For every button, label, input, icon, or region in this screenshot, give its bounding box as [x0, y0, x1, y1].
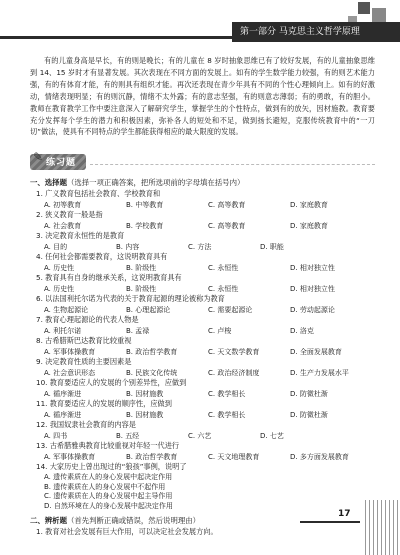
- option: C. 教学相长: [208, 410, 246, 419]
- option: D. 自然环境在人的身心发展中起决定作用: [44, 502, 173, 511]
- question-14: [30, 462, 375, 512]
- section-analysis-title: 二、辨析题（首先判断正确或错误，然后说明理由）: [30, 516, 201, 526]
- option: D. 相对独立性: [290, 284, 335, 293]
- question-5: [30, 273, 375, 294]
- question-12: [30, 420, 375, 441]
- page-number: 17: [338, 509, 351, 519]
- question-6: [30, 294, 375, 315]
- question-text: 8. 古希腊斯巴达教育比较重视: [36, 336, 132, 346]
- option: D. 职能: [260, 242, 284, 251]
- option-list: [44, 473, 375, 512]
- option: C. 高等教育: [208, 221, 246, 230]
- option: C. 六艺: [188, 431, 212, 440]
- option: B. 心理起源论: [126, 305, 171, 314]
- banner-divider: [90, 164, 375, 165]
- question-2: [30, 210, 375, 231]
- question-1: [30, 189, 375, 210]
- option: B. 孟禄: [126, 326, 150, 335]
- option-row: [44, 305, 375, 316]
- option: B. 阶级性: [126, 263, 157, 272]
- option: C. 政治经济制度: [208, 368, 260, 377]
- question-text: 11. 教育要适应人的发展的顺序性，应做到: [36, 399, 172, 409]
- option: B. 政治哲学教育: [126, 452, 178, 461]
- option: C. 方法: [188, 242, 212, 251]
- option: B. 内容: [116, 242, 140, 251]
- question-text: 9. 决定教育性质的主要因素是: [36, 357, 132, 367]
- option: C. 永恒性: [208, 263, 239, 272]
- option: D. 劳动起源论: [290, 305, 335, 314]
- option-row: [44, 368, 375, 379]
- option-row: [44, 389, 375, 400]
- option-row: [44, 242, 375, 253]
- option: D. 生产力发展水平: [290, 368, 349, 377]
- option: D. 家庭教育: [290, 200, 328, 209]
- question-7: [30, 315, 375, 336]
- question-9: [30, 357, 375, 378]
- option: C. 遗传素质在人的身心发展中起主导作用: [44, 492, 173, 501]
- question-text: 13. 古希腊雅典教育比较重视对年轻一代进行: [36, 441, 180, 451]
- option: A. 生物起源论: [44, 305, 89, 314]
- option: A. 初等教育: [44, 200, 82, 209]
- pencil-icon: ✎: [33, 150, 44, 165]
- page-content: [30, 55, 375, 538]
- banner-label: 练习题: [46, 158, 77, 169]
- option: A. 遗传素质在人的身心发展中起决定作用: [44, 472, 173, 481]
- option: D. 相对独立性: [290, 263, 335, 272]
- option: C. 教学相长: [208, 389, 246, 398]
- question-text: 14. 大家历史上曾出现过的“狼孩”事例，说明了: [36, 462, 187, 472]
- option: B. 遗传素质在人的身心发展中不起作用: [44, 482, 166, 491]
- option: C. 需要起源论: [208, 305, 253, 314]
- choice-question-list: [30, 189, 375, 462]
- option: A. 目的: [44, 242, 68, 251]
- option: A. 历史性: [44, 263, 75, 272]
- question-text: 6. 以法国利托尔诺为代表的关于教育起源的理论被称为教育: [36, 294, 225, 304]
- option-row: [44, 326, 375, 337]
- question-text: 3. 决定教育永恒性的是教育: [36, 231, 125, 241]
- question-4: [30, 252, 375, 273]
- option: B. 学校教育: [126, 221, 164, 230]
- option: D. 防微杜渐: [290, 389, 328, 398]
- option-row: [44, 452, 375, 463]
- option: A. 四书: [44, 431, 68, 440]
- option: B. 民族文化传统: [126, 368, 178, 377]
- option-row: [44, 284, 375, 295]
- question-text: 4. 任何社会都需要教育，这说明教育具有: [36, 252, 168, 262]
- option-row: [44, 431, 375, 442]
- option-row: [44, 263, 375, 274]
- question-text: 1. 广义教育包括社会教育、学校教育和: [36, 189, 161, 199]
- option-row: [44, 347, 375, 358]
- analysis-question: 1. 教育对社会发展有巨大作用，可以决定社会发展方向。: [36, 527, 218, 537]
- question-text: 10. 教育要适应人的发展的个别差异性，应做到: [36, 378, 187, 388]
- question-10: [30, 378, 375, 399]
- section-choice-title: 一、选择题（选择一项正确答案，把所选项前的字母填在括号内）: [30, 178, 245, 188]
- question-text: 2. 狭义教育一般是指: [36, 210, 103, 220]
- option: C. 永恒性: [208, 284, 239, 293]
- option: D. 洛克: [290, 326, 314, 335]
- option-row: [44, 221, 375, 232]
- option: B. 中等教育: [126, 200, 164, 209]
- option: A. 社会意识形态: [44, 368, 96, 377]
- option-row: [44, 200, 375, 211]
- option: D. 家庭教育: [290, 221, 328, 230]
- option: A. 军事体操教育: [44, 452, 96, 461]
- footer-decoration: [365, 500, 400, 555]
- option: A. 循序渐进: [44, 389, 82, 398]
- option: B. 因材施教: [126, 410, 164, 419]
- option-row: [44, 410, 375, 421]
- option: D. 防微杜渐: [290, 410, 328, 419]
- option: C. 高等教育: [208, 200, 246, 209]
- option: D. 七艺: [260, 431, 284, 440]
- question-text: 5. 教育具有自身的继承关系，这说明教育具有: [36, 273, 182, 283]
- question-13: [30, 441, 375, 462]
- question-text: 7. 教育心理起源论的代表人物是: [36, 315, 139, 325]
- option: A. 社会教育: [44, 221, 82, 230]
- option: A. 循序渐进: [44, 410, 82, 419]
- question-3: [30, 231, 375, 252]
- option: B. 政治哲学教育: [126, 347, 178, 356]
- question-11: [30, 399, 375, 420]
- option: A. 军事体操教育: [44, 347, 96, 356]
- intro-paragraph: [30, 55, 375, 138]
- exercise-banner: [30, 150, 375, 174]
- option: A. 利托尔诺: [44, 326, 82, 335]
- running-header: 第一部分 马克思主义哲学原理: [232, 22, 400, 42]
- option: C. 卢梭: [208, 326, 232, 335]
- option: B. 因材施教: [126, 389, 164, 398]
- option: D. 全面发展教育: [290, 347, 342, 356]
- intro-text: 有的儿童身高是早长，有的则是晚长；有的儿童在 8 岁时抽象思维已有了较好发展，有的儿童抽象思维到 14、15 岁时才有显著发展。其次表现在不同方面的发展上。如有的学生数学能力较强，有的则艺术能力强，有的有体育才能，有的则具有组织才能。再次还表现在青少年具有不同的个性心理倾向上。如有的好激动，情绪表现明显；有的则沉静，情绪不太外露；有的意志坚强，有的则意志薄弱；有的勇敢，有的胆小。教师在教育教学工作中要注意深入了解研究学生，掌握学生的个性特点，做到有的放矢，因材施教。教育要充分发挥每个学生的潜力和积极因素，弥补各人的短处和不足，做到扬长避短，克服传统教育中的“一刀切”做法，使具有不同特点的学生都能获得相应的最大限度的发展。: [30, 56, 375, 137]
- question-text: 12. 我国奴隶社会教育的内容是: [36, 420, 136, 430]
- option: D. 多方面发展教育: [290, 452, 349, 461]
- option: C. 天文地理教育: [208, 452, 260, 461]
- option: A. 历史性: [44, 284, 75, 293]
- question-8: [30, 336, 375, 357]
- option: B. 五经: [116, 431, 140, 440]
- option: B. 阶级性: [126, 284, 157, 293]
- option: C. 天文数学教育: [208, 347, 260, 356]
- footer-rule: [300, 521, 360, 523]
